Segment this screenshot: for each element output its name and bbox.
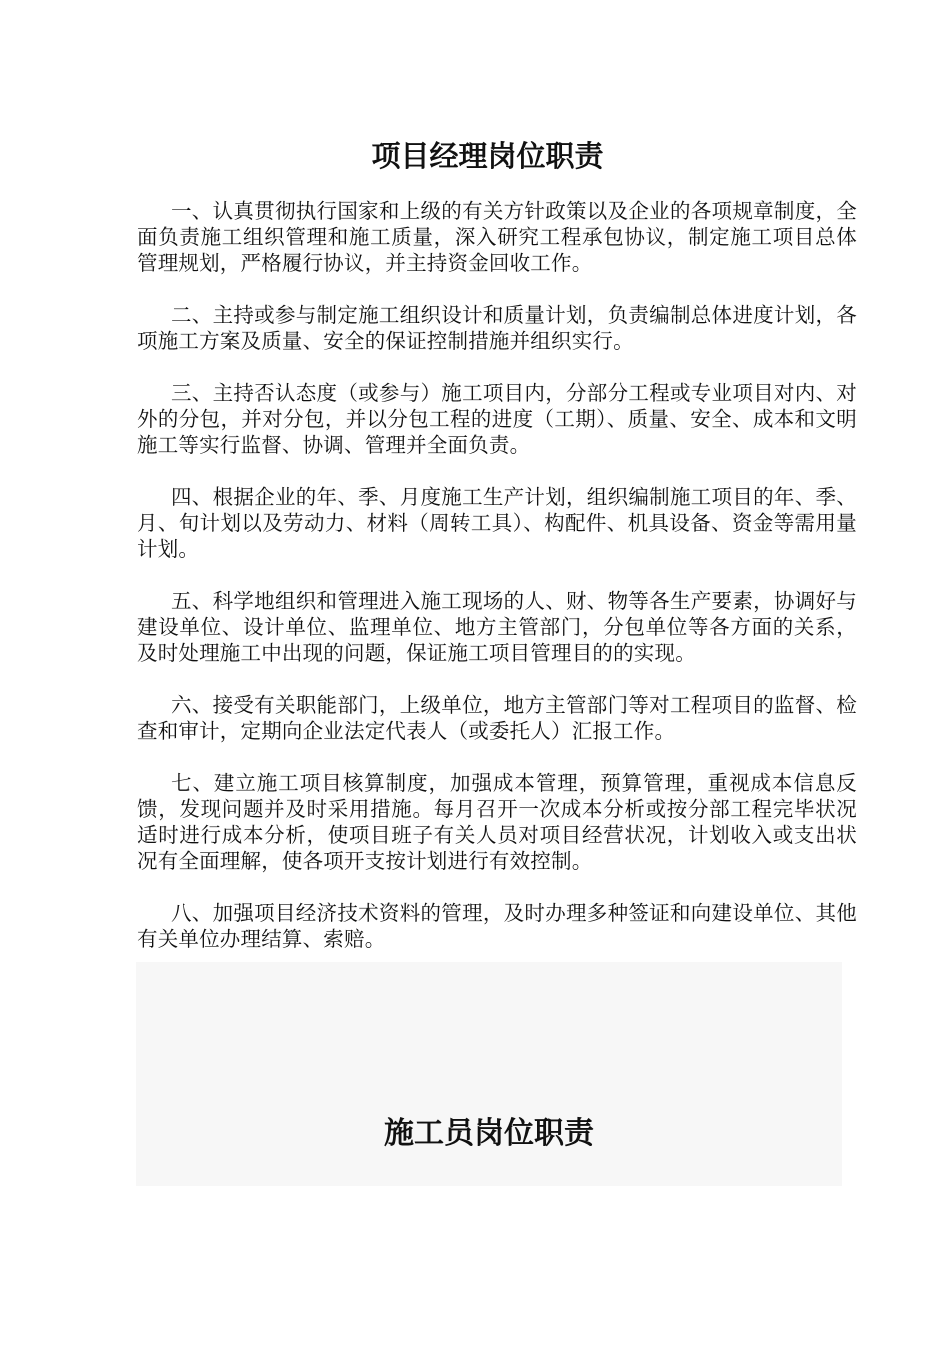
duty-paragraph-5: 五、科学地组织和管理进入施工现场的人、财、物等各生产要素，协调好与建设单位、设计单位、监理单位、地方主管部门，分包单位等各方面的关系，及时处理施工中出现的问题，保证施工项目管理目的的实现。 (137, 589, 857, 665)
duty-paragraph-1: 一、认真贯彻执行国家和上级的有关方针政策以及企业的各项规章制度，全面负责施工组织管理和施工质量，深入研究工程承包协议，制定施工项目总体管理规划，严格履行协议，并主持资金回收工作。 (137, 199, 857, 275)
duty-paragraph-2: 二、主持或参与制定施工组织设计和质量计划，负责编制总体进度计划，各项施工方案及质量、安全的保证控制措施并组织实行。 (137, 303, 857, 353)
duty-paragraph-6: 六、接受有关职能部门，上级单位，地方主管部门等对工程项目的监督、检查和审计，定期向企业法定代表人（或委托人）汇报工作。 (137, 693, 857, 743)
section-title: 施工员岗位职责 (384, 1116, 594, 1151)
duty-paragraph-7: 七、建立施工项目核算制度，加强成本管理，预算管理，重视成本信息反馈，发现问题并及时采用措施。每月召开一次成本分析或按分部工程完毕状况适时进行成本分析，使项目班子有关人员对项目经营状况，计划收入或支出状况有全面理解，使各项开支按计划进行有效控制。 (137, 771, 857, 873)
duty-paragraph-3: 三、主持否认态度（或参与）施工项目内，分部分工程或专业项目对内、对外的分包，并对分包，并以分包工程的进度（工期）、质量、安全、成本和文明施工等实行监督、协调、管理并全面负责。 (137, 381, 857, 457)
duty-paragraph-8: 八、加强项目经济技术资料的管理，及时办理多种签证和向建设单位、其他有关单位办理结算、索赔。 (137, 901, 857, 951)
page-title: 项目经理岗位职责 (371, 139, 604, 173)
duties-list (137, 198, 857, 978)
next-section-block (136, 962, 842, 1186)
duty-paragraph-4: 四、根据企业的年、季、月度施工生产计划，组织编制施工项目的年、季、月、旬计划以及劳动力、材料（周转工具）、构配件、机具设备、资金等需用量计划。 (137, 485, 857, 561)
